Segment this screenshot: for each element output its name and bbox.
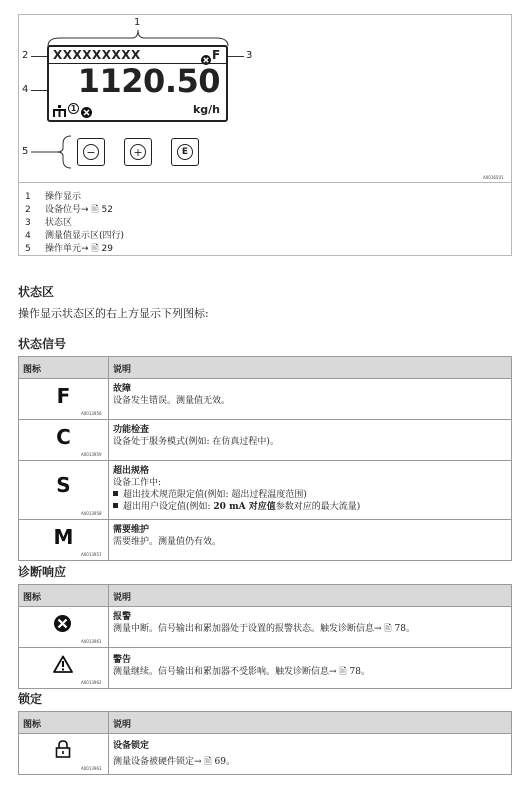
- arrow-icon: →: [329, 667, 340, 677]
- arrow-icon: →: [81, 244, 92, 254]
- callout-1: 1: [134, 17, 141, 28]
- minus-icon: −: [83, 144, 99, 160]
- warning-icon: [53, 655, 73, 677]
- lock-icon: [55, 740, 71, 762]
- table-row: A0013962 警告 测量继续。信号输出和累加器不受影响。触发诊断信息→ 🖹 78。: [19, 648, 511, 688]
- measured-value: 1120.50: [77, 62, 220, 100]
- section-title-lock: 锁定: [18, 692, 43, 706]
- lcd-display: [47, 45, 228, 122]
- callout-3-line: [227, 56, 244, 57]
- page-ref-icon: 🖹: [339, 667, 350, 677]
- table-row: C A0013959 功能检查 设备处于服务模式(例如: 在仿真过程中)。: [19, 420, 511, 461]
- legend-item: 1 操作显示: [25, 192, 82, 202]
- table-row: F A0013956 故障 设备发生错误。测量值无效。: [19, 379, 511, 420]
- figure-code: A0016501: [483, 175, 504, 180]
- figure-legend: [18, 183, 512, 256]
- legend-item: 2 设备位号→ 🖹 52: [25, 205, 113, 215]
- callout-5: 5: [22, 146, 29, 157]
- table-header: 图标 说明: [19, 712, 511, 734]
- callout-4-line: [31, 90, 47, 91]
- status-letter: F: [212, 48, 221, 62]
- table-row: S A0013958 超出规格 设备工作中: 超出技术规范限定值(例如: 超出过程温度范围) 超出用户设定值(例如: 20 mA 对应值参数对应的最大流量): [19, 461, 511, 520]
- enter-key[interactable]: [171, 138, 199, 166]
- callout-5-brace: [31, 134, 75, 170]
- minus-key[interactable]: [77, 138, 105, 166]
- section-title-status-signals: 状态信号: [18, 337, 67, 351]
- section-intro: 操作显示状态区的右上方显示下列图标:: [18, 307, 209, 320]
- callout-3: 3: [246, 50, 253, 61]
- table-row: A0013963 设备锁定 测量设备被硬件锁定→ 🖹 69。: [19, 734, 511, 774]
- legend-item: 5 操作单元→ 🖹 29: [25, 244, 113, 254]
- page-ref-icon: 🖹: [91, 205, 102, 215]
- bullet-icon: [113, 491, 118, 496]
- page-ref-icon: 🖹: [91, 244, 102, 254]
- lock-table: [18, 711, 512, 775]
- diagnostic-table: [18, 584, 512, 689]
- bullet-icon: [113, 503, 118, 508]
- alarm-icon: [54, 615, 71, 636]
- legend-item: 3 状态区: [25, 218, 73, 228]
- measurand-icon: [53, 103, 67, 122]
- device-tag: XXXXXXXXX: [53, 48, 141, 62]
- arrow-icon: →: [81, 205, 92, 215]
- enter-icon: E: [177, 144, 193, 160]
- maintenance-icon: M: [53, 525, 74, 549]
- diagnostic-alarm-icon: [81, 103, 92, 122]
- section-title-status-area: 状态区: [18, 285, 55, 299]
- plus-key[interactable]: [124, 138, 152, 166]
- callout-2: 2: [22, 50, 29, 61]
- channel-number: 1: [68, 103, 79, 114]
- failure-icon: F: [56, 384, 71, 408]
- function-check-icon: C: [56, 425, 71, 449]
- page-ref-icon: 🖹: [384, 624, 395, 634]
- section-title-diagnostic: 诊断响应: [18, 565, 67, 579]
- plus-icon: +: [130, 144, 146, 160]
- table-row: M A0013957 需要维护 需要维护。测量值仍有效。: [19, 520, 511, 560]
- table-row: A0013961 报警 测量中断。信号输出和累加器处于设置的报警状态。触发诊断信息→ 🖹 78。: [19, 607, 511, 648]
- arrow-icon: →: [374, 624, 385, 634]
- page-ref-icon: 🖹: [204, 757, 215, 767]
- legend-item: 4 测量值显示区(四行): [25, 231, 125, 241]
- out-of-spec-icon: S: [56, 473, 71, 497]
- callout-4: 4: [22, 84, 29, 95]
- table-header: 图标 说明: [19, 357, 511, 379]
- table-header: 图标 说明: [19, 585, 511, 607]
- unit: kg/h: [192, 103, 220, 116]
- arrow-icon: →: [194, 757, 205, 767]
- status-signals-table: [18, 356, 512, 561]
